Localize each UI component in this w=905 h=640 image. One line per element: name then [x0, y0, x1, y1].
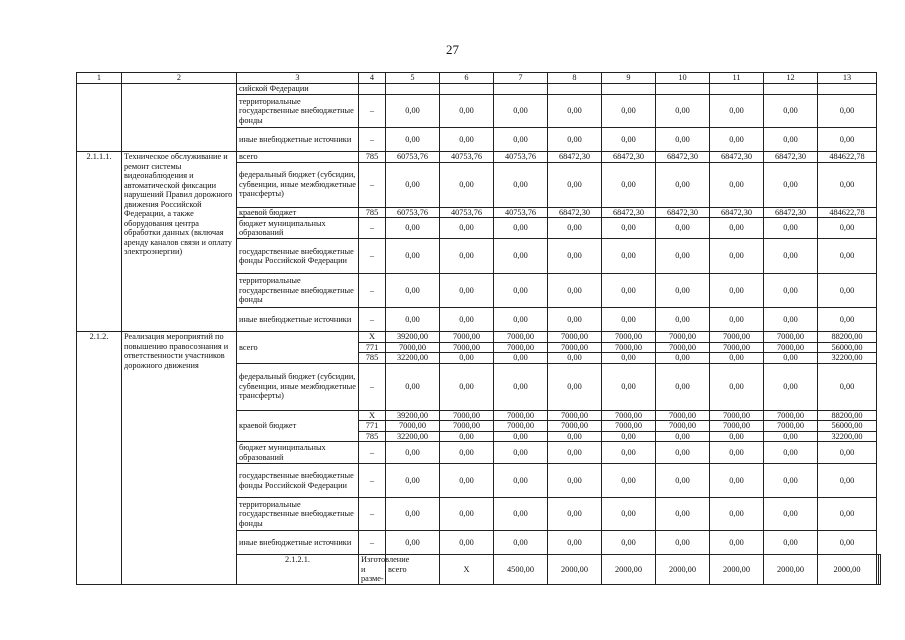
value-cell: 0,00: [602, 128, 656, 152]
value-cell: 7000,00: [440, 332, 494, 343]
code-cell: [77, 84, 122, 152]
column-number: 3: [237, 73, 359, 84]
source-cell: всего: [237, 152, 359, 163]
value-cell: 0,00: [602, 218, 656, 239]
kbk-cell: 785: [359, 152, 386, 163]
value-cell: 7000,00: [764, 410, 818, 421]
source-cell: федеральный бюджет (субсидии, субвенции, иные межбюджетные трансферты): [237, 162, 359, 207]
source-cell: территориальные государственные внебюджетные фонды: [237, 498, 359, 531]
value-cell: 0,00: [602, 162, 656, 207]
value-cell: 56000,00: [818, 421, 877, 432]
value-cell: 0,00: [710, 162, 764, 207]
value-cell: 0,00: [386, 498, 440, 531]
section-name: Реализация мероприятий по повышению правосознания и ответственности участников дорожного движения: [122, 332, 237, 585]
value-cell: 0,00: [548, 531, 602, 555]
value-cell: 0,00: [656, 239, 710, 274]
value-cell: 0,00: [440, 442, 494, 464]
column-number: 9: [602, 73, 656, 84]
kbk-cell: 771: [359, 421, 386, 432]
value-cell: 0,00: [818, 464, 877, 498]
value-cell: 0,00: [440, 218, 494, 239]
section-code: 2.1.2.1.: [237, 555, 359, 585]
value-cell: 0,00: [440, 353, 494, 364]
source-cell: сийской Федерации: [237, 84, 359, 95]
empty-cell: [548, 84, 602, 95]
value-cell: 0,00: [494, 531, 548, 555]
value-cell: 68472,30: [764, 152, 818, 163]
budget-table: [76, 72, 881, 585]
name-cell: [122, 84, 237, 152]
kbk-cell: –: [359, 162, 386, 207]
value-cell: 0,00: [710, 464, 764, 498]
value-cell: 7000,00: [764, 342, 818, 353]
value-cell: 0,00: [386, 162, 440, 207]
value-cell: 0,00: [440, 431, 494, 442]
value-cell: 484622,78: [818, 207, 877, 218]
value-cell: 0,00: [386, 239, 440, 274]
value-cell: 0,00: [710, 308, 764, 332]
value-cell: 0,00: [818, 239, 877, 274]
value-cell: 0,00: [764, 218, 818, 239]
value-cell: 2000,00: [764, 555, 818, 585]
value-cell: 7000,00: [386, 421, 440, 432]
value-cell: 2000,00: [548, 555, 602, 585]
value-cell: 7000,00: [494, 342, 548, 353]
source-cell: бюджет муниципальных образований: [237, 442, 359, 464]
value-cell: 7000,00: [602, 332, 656, 343]
value-cell: 0,00: [386, 464, 440, 498]
header-row: [77, 73, 881, 84]
kbk-cell: 785: [359, 431, 386, 442]
value-cell: 0,00: [386, 531, 440, 555]
value-cell: 0,00: [710, 531, 764, 555]
kbk-cell: –: [359, 464, 386, 498]
value-cell: 0,00: [548, 442, 602, 464]
value-cell: 0,00: [656, 162, 710, 207]
value-cell: 88200,00: [818, 332, 877, 343]
value-cell: 0,00: [710, 442, 764, 464]
kbk-cell: X: [359, 410, 386, 421]
value-cell: 7000,00: [710, 342, 764, 353]
value-cell: 0,00: [818, 274, 877, 308]
kbk-cell: 771: [359, 342, 386, 353]
value-cell: 0,00: [386, 363, 440, 410]
value-cell: 0,00: [386, 308, 440, 332]
value-cell: 0,00: [710, 363, 764, 410]
value-cell: 68472,30: [764, 207, 818, 218]
value-cell: 68472,30: [656, 152, 710, 163]
value-cell: 0,00: [818, 218, 877, 239]
value-cell: 68472,30: [656, 207, 710, 218]
kbk-cell: –: [359, 218, 386, 239]
value-cell: 0,00: [548, 128, 602, 152]
value-cell: 68472,30: [602, 207, 656, 218]
empty-cell: [602, 84, 656, 95]
value-cell: 68472,30: [548, 207, 602, 218]
value-cell: 60753,76: [386, 152, 440, 163]
value-cell: 0,00: [494, 353, 548, 364]
source-cell: иные внебюджетные источники: [237, 531, 359, 555]
column-number: 8: [548, 73, 602, 84]
value-cell: 0,00: [656, 353, 710, 364]
value-cell: 7000,00: [548, 410, 602, 421]
value-cell: 484622,78: [818, 152, 877, 163]
source-cell: краевой бюджет: [237, 207, 359, 218]
value-cell: 56000,00: [818, 342, 877, 353]
value-cell: 39200,00: [386, 410, 440, 421]
value-cell: 0,00: [602, 308, 656, 332]
kbk-cell: –: [359, 95, 386, 128]
value-cell: 0,00: [602, 353, 656, 364]
empty-cell: [359, 84, 386, 95]
value-cell: 0,00: [494, 431, 548, 442]
value-cell: 0,00: [818, 162, 877, 207]
value-cell: 0,00: [548, 353, 602, 364]
value-cell: 0,00: [710, 274, 764, 308]
column-number: 2: [122, 73, 237, 84]
value-cell: 0,00: [386, 218, 440, 239]
value-cell: 0,00: [494, 128, 548, 152]
value-cell: 0,00: [764, 531, 818, 555]
value-cell: 0,00: [494, 464, 548, 498]
value-cell: 0,00: [710, 239, 764, 274]
value-cell: 0,00: [710, 128, 764, 152]
value-cell: 0,00: [656, 218, 710, 239]
value-cell: 68472,30: [710, 207, 764, 218]
kbk-cell: –: [359, 308, 386, 332]
value-cell: 0,00: [494, 162, 548, 207]
value-cell: 0,00: [494, 442, 548, 464]
value-cell: 0,00: [656, 498, 710, 531]
value-cell: 0,00: [818, 95, 877, 128]
value-cell: 0,00: [494, 363, 548, 410]
source-cell: иные внебюджетные источники: [237, 128, 359, 152]
value-cell: 0,00: [656, 464, 710, 498]
source-cell: государственные внебюджетные фонды Российской Федерации: [237, 239, 359, 274]
value-cell: 0,00: [440, 363, 494, 410]
value-cell: 7000,00: [602, 342, 656, 353]
value-cell: 7000,00: [602, 410, 656, 421]
value-cell: 40753,76: [494, 207, 548, 218]
column-number: 10: [656, 73, 710, 84]
kbk-cell: –: [359, 363, 386, 410]
value-cell: 0,00: [764, 128, 818, 152]
column-number: 7: [494, 73, 548, 84]
value-cell: 0,00: [764, 442, 818, 464]
section-name: Техническое обслуживание и ремонт системы видеонаблюдения и автоматической фиксации нарушений Правил дорожного движения Российской Федерации, а также оборудования центра обработки данных (включая аренду каналов связи и оплату электроэнергии): [122, 152, 237, 332]
value-cell: 7000,00: [494, 410, 548, 421]
empty-cell: [710, 84, 764, 95]
value-cell: 0,00: [386, 274, 440, 308]
value-cell: 7000,00: [440, 410, 494, 421]
value-cell: 2000,00: [710, 555, 764, 585]
value-cell: 0,00: [494, 218, 548, 239]
value-cell: 0,00: [440, 274, 494, 308]
value-cell: 0,00: [386, 442, 440, 464]
value-cell: 0,00: [764, 464, 818, 498]
value-cell: 60753,76: [386, 207, 440, 218]
column-number: 12: [764, 73, 818, 84]
value-cell: 0,00: [710, 95, 764, 128]
value-cell: 32200,00: [818, 353, 877, 364]
value-cell: 7000,00: [548, 421, 602, 432]
value-cell: 0,00: [764, 239, 818, 274]
value-cell: 0,00: [602, 442, 656, 464]
value-cell: 0,00: [440, 162, 494, 207]
value-cell: 0,00: [710, 431, 764, 442]
empty-cell: [494, 84, 548, 95]
value-cell: 0,00: [494, 308, 548, 332]
value-cell: 0,00: [602, 95, 656, 128]
value-cell: 0,00: [440, 498, 494, 531]
value-cell: 7000,00: [710, 332, 764, 343]
value-cell: 7000,00: [602, 421, 656, 432]
value-cell: 0,00: [710, 353, 764, 364]
column-number: 13: [818, 73, 877, 84]
value-cell: 0,00: [386, 128, 440, 152]
kbk-cell: X: [440, 555, 494, 585]
value-cell: 7000,00: [656, 342, 710, 353]
value-cell: 0,00: [548, 95, 602, 128]
value-cell: 0,00: [656, 531, 710, 555]
value-cell: 0,00: [440, 95, 494, 128]
value-cell: 0,00: [656, 128, 710, 152]
value-cell: 0,00: [494, 274, 548, 308]
value-cell: 7000,00: [494, 421, 548, 432]
value-cell: 0,00: [710, 218, 764, 239]
value-cell: 40753,76: [440, 207, 494, 218]
value-cell: 7000,00: [656, 421, 710, 432]
value-cell: 68472,30: [710, 152, 764, 163]
value-cell: 0,00: [764, 274, 818, 308]
value-cell: 0,00: [602, 464, 656, 498]
column-number: 11: [710, 73, 764, 84]
kbk-cell: –: [359, 128, 386, 152]
kbk-cell: –: [359, 498, 386, 531]
value-cell: 0,00: [440, 531, 494, 555]
value-cell: 0,00: [764, 353, 818, 364]
value-cell: 7000,00: [440, 421, 494, 432]
value-cell: 0,00: [548, 308, 602, 332]
value-cell: 0,00: [764, 498, 818, 531]
value-cell: 0,00: [602, 498, 656, 531]
value-cell: 0,00: [602, 531, 656, 555]
value-cell: 0,00: [764, 162, 818, 207]
kbk-cell: X: [359, 332, 386, 343]
source-cell: бюджет муниципальных образований: [237, 218, 359, 239]
column-number: 1: [77, 73, 122, 84]
value-cell: 0,00: [494, 95, 548, 128]
value-cell: 7000,00: [548, 332, 602, 343]
value-cell: 40753,76: [494, 152, 548, 163]
value-cell: 0,00: [656, 442, 710, 464]
value-cell: 0,00: [548, 464, 602, 498]
page-number: 27: [446, 42, 459, 57]
value-cell: [879, 555, 881, 585]
empty-cell: [656, 84, 710, 95]
value-cell: 68472,30: [602, 152, 656, 163]
empty-cell: [818, 84, 877, 95]
value-cell: 0,00: [440, 308, 494, 332]
value-cell: 0,00: [602, 239, 656, 274]
value-cell: 0,00: [656, 431, 710, 442]
value-cell: 7000,00: [764, 421, 818, 432]
value-cell: 0,00: [764, 95, 818, 128]
value-cell: 68472,30: [548, 152, 602, 163]
source-cell: федеральный бюджет (субсидии, субвенции, иные межбюджетные трансферты): [237, 363, 359, 410]
value-cell: 0,00: [818, 128, 877, 152]
column-number: 6: [440, 73, 494, 84]
kbk-cell: 785: [359, 353, 386, 364]
source-cell: государственные внебюджетные фонды Российской Федерации: [237, 464, 359, 498]
value-cell: 0,00: [548, 274, 602, 308]
value-cell: 0,00: [494, 498, 548, 531]
value-cell: 0,00: [548, 239, 602, 274]
kbk-cell: 785: [359, 207, 386, 218]
value-cell: 7000,00: [656, 410, 710, 421]
value-cell: 0,00: [764, 363, 818, 410]
value-cell: 7000,00: [440, 342, 494, 353]
kbk-cell: –: [359, 531, 386, 555]
value-cell: 0,00: [764, 308, 818, 332]
value-cell: 0,00: [440, 464, 494, 498]
kbk-cell: –: [359, 274, 386, 308]
value-cell: 39200,00: [386, 332, 440, 343]
source-cell: всего: [386, 555, 440, 585]
value-cell: 7000,00: [764, 332, 818, 343]
value-cell: 0,00: [656, 308, 710, 332]
value-cell: 0,00: [548, 431, 602, 442]
kbk-cell: –: [359, 239, 386, 274]
value-cell: 0,00: [386, 95, 440, 128]
value-cell: 0,00: [548, 218, 602, 239]
section-name: Изготовление и разме-: [359, 555, 386, 585]
value-cell: 2000,00: [818, 555, 877, 585]
value-cell: 7000,00: [656, 332, 710, 343]
value-cell: 0,00: [818, 308, 877, 332]
value-cell: 0,00: [656, 363, 710, 410]
value-cell: 7000,00: [548, 342, 602, 353]
value-cell: 0,00: [440, 239, 494, 274]
value-cell: 0,00: [440, 128, 494, 152]
value-cell: 40753,76: [440, 152, 494, 163]
value-cell: 0,00: [494, 239, 548, 274]
value-cell: 0,00: [602, 274, 656, 308]
source-cell: иные внебюджетные источники: [237, 308, 359, 332]
kbk-cell: –: [359, 442, 386, 464]
table-row: [77, 84, 881, 95]
empty-cell: [386, 84, 440, 95]
value-cell: 0,00: [818, 442, 877, 464]
value-cell: 32200,00: [818, 431, 877, 442]
value-cell: 2000,00: [602, 555, 656, 585]
value-cell: 0,00: [818, 363, 877, 410]
section-code: 2.1.1.1.: [77, 152, 122, 332]
column-number: 4: [359, 73, 386, 84]
value-cell: 32200,00: [386, 353, 440, 364]
value-cell: 0,00: [710, 498, 764, 531]
value-cell: 0,00: [548, 363, 602, 410]
value-cell: 7000,00: [494, 332, 548, 343]
value-cell: 32200,00: [386, 431, 440, 442]
source-cell: территориальные государственные внебюджетные фонды: [237, 274, 359, 308]
source-cell: территориальные государственные внебюджетные фонды: [237, 95, 359, 128]
value-cell: 7000,00: [710, 421, 764, 432]
value-cell: 7000,00: [710, 410, 764, 421]
value-cell: 0,00: [764, 431, 818, 442]
table-row: [77, 152, 881, 163]
table-row: [77, 332, 881, 343]
value-cell: 0,00: [602, 431, 656, 442]
empty-cell: [440, 84, 494, 95]
value-cell: 0,00: [548, 162, 602, 207]
value-cell: 0,00: [602, 363, 656, 410]
value-cell: 0,00: [818, 531, 877, 555]
section-code: 2.1.2.: [77, 332, 122, 585]
value-cell: 4500,00: [494, 555, 548, 585]
source-cell: краевой бюджет: [237, 410, 359, 442]
source-cell: всего: [237, 332, 359, 364]
value-cell: 0,00: [656, 95, 710, 128]
value-cell: 88200,00: [818, 410, 877, 421]
column-number: 5: [386, 73, 440, 84]
empty-cell: [764, 84, 818, 95]
value-cell: 0,00: [656, 274, 710, 308]
value-cell: 0,00: [548, 498, 602, 531]
value-cell: 0,00: [818, 498, 877, 531]
value-cell: 7000,00: [386, 342, 440, 353]
value-cell: 2000,00: [656, 555, 710, 585]
